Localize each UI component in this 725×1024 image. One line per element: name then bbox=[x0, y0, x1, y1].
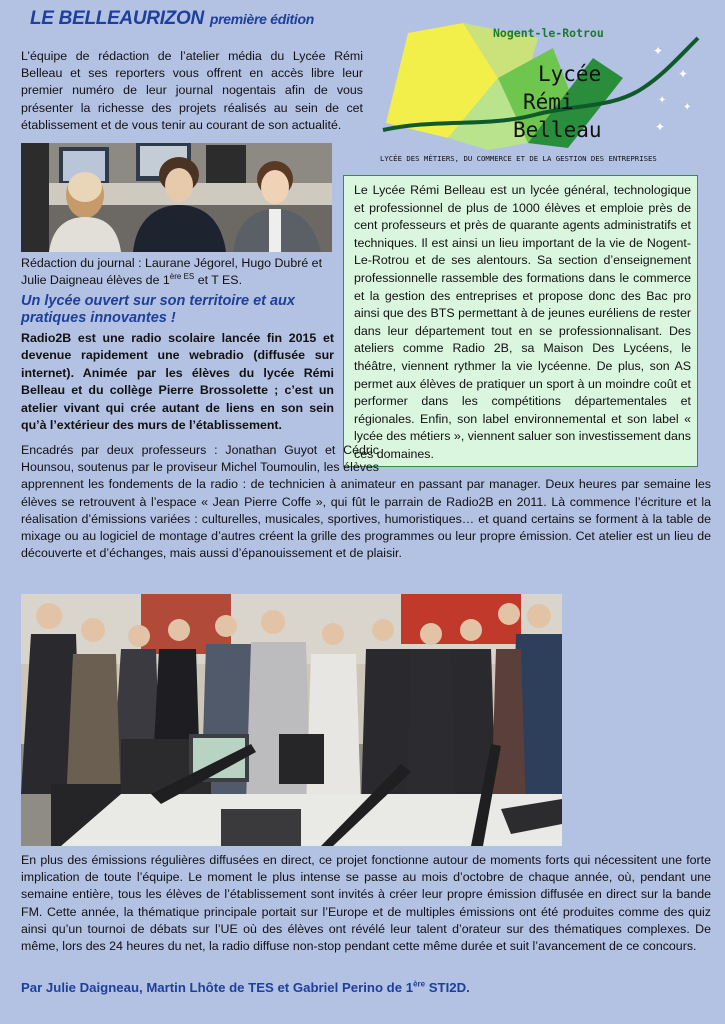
radio-paragraph-text: Encadrés par deux professeurs : Jonathan Guyot et Cédric Hounsou, soutenus par le proviseur Michel Toumoulin, les élèves apprennent les fondements de la radio : de technicien à animateur en passant par manager. Deux heures par semaine les élèves se retrouvent à l’espace « Jean Pierre Coffe », qui fût le parrain de Radio2B en 2011. Là commence l’écriture et la réalisation d’émissions variées : culturelles, musicales, sportives, humoristiques… et quand certains se forment à la table de mixage ou au logiciel de montage d’autres créent la grille des programmes ou leur propre émission. Cet atelier est un lieu de découverte et d’échanges, mais aussi d’épanouissement et de plaisir. bbox=[21, 443, 711, 561]
school-logo bbox=[378, 18, 708, 168]
caption-superscript: ère ES bbox=[169, 271, 195, 281]
section-heading: Un lycée ouvert sur son territoire et aux pratiques innovantes ! bbox=[21, 293, 295, 326]
radio-summary: Radio2B est une radio scolaire lancée fin 2015 et devenue rapidement une webradio (diffusée sur internet). Animée par les élèves du lycée Rémi Belleau et du collège Pierre Brossolette ; c’est un atelier vivant qui crée autant de liens en son sein qu’à l’extérieur des murs de l’établissement. bbox=[21, 331, 334, 433]
logo-tagline: LYCÉE DES MÉTIERS, DU COMMERCE ET DE LA GESTION DES ENTREPRISES bbox=[380, 154, 657, 163]
events-paragraph: En plus des émissions régulières diffusées en direct, ce projet fonctionne autour de moments forts qui nécessitent une forte implication de toute l’équipe. Le moment le plus intense se passe au mois d’octobre de chaque année, où, pendant une semaine entière, tous les élèves de l’établissement sont invités à créer leur propre émission diffusée en direct sur la bande FM. Cette année, la thématique principale portait sur l’Europe et de multiples émissions ont été produites comme des quiz ainsi qu’un tournoi de débats sur l’UE où des élèves ont révélé leur talent d’orateur sur des thématiques complexes. De même, lors des 24 heures du net, la radio diffuse non-stop pendant cette même durée et suit l’avancement de ce concours. bbox=[21, 853, 711, 954]
signature-part2: STI2D. bbox=[425, 980, 470, 995]
intro-paragraph: L’équipe de rédaction de l’atelier média du Lycée Rémi Belleau et ses reporters vous offrent en accès libre leur premier numéro de leur journal nogentais afin de vous présenter la richesse des projets réalisés au sein de cet établissement et de vous tenir au courant de son actualité. bbox=[21, 49, 363, 132]
logo-line3: Belleau bbox=[513, 118, 602, 142]
newspaper-title bbox=[30, 8, 314, 30]
radio-paragraph bbox=[21, 442, 711, 562]
signature-part1: Par Julie Daigneau, Martin Lhôte de TES et Gabriel Perino de 1 bbox=[21, 980, 414, 995]
group-photo-graphic bbox=[21, 594, 562, 846]
signature-superscript: ère bbox=[413, 979, 426, 989]
logo-stars bbox=[653, 44, 691, 134]
title-edition: première édition bbox=[209, 11, 315, 27]
svg-text:✦: ✦ bbox=[678, 67, 689, 81]
svg-text:✦: ✦ bbox=[683, 102, 692, 113]
photo-caption bbox=[21, 255, 341, 289]
caption-text-part1: Rédaction du journal : Laurane Jégorel, Hugo Dubré et Julie Daigneau élèves de 1 bbox=[21, 256, 323, 287]
title-text: LE BELLEAURIZON bbox=[30, 8, 204, 29]
school-info-box: Le Lycée Rémi Belleau est un lycée général, technologique et professionnel de plus de 1000 élèves et emploie près de cent professeurs et près de quarante agents administratifs et techniques. Il est ainsi un lieu important de la vie de Nogent-Le-Rotrou et de ses alentours. Sa section d’enseignement professionnelle rassemble des formations dans le commerce et la gestion des entreprises et propose donc des Bac pro ainsi que des BTS permettant à de jeunes euréliens de rester dans leur département tout en se professionnalisant. Des ateliers comme Radio 2B, sa Maison Des Lycéens, le théâtre, viennent rythmer la vie lycéenne. De plus, son AS permet aux élèves de pratiquer un sport à un moindre coût et performer dans les compétitions départementales et régionales. Enfin, son label environnemental et son label « lycée des métiers », viennent saluer son investissement dans ces domaines. bbox=[343, 175, 698, 467]
newsroom-photo-graphic bbox=[21, 143, 332, 252]
logo-line2: Rémi bbox=[523, 90, 574, 114]
text-wrap-spacer bbox=[379, 442, 711, 476]
logo-town: Nogent-le-Rotrou bbox=[493, 26, 604, 40]
svg-text:✦: ✦ bbox=[653, 44, 664, 58]
svg-text:✦: ✦ bbox=[658, 95, 667, 106]
logo-line1: Lycée bbox=[538, 62, 602, 86]
group-photo bbox=[21, 594, 562, 846]
newsroom-photo bbox=[21, 143, 332, 252]
svg-text:✦: ✦ bbox=[655, 120, 666, 134]
caption-text-part2: et T ES. bbox=[194, 273, 243, 287]
article-signature bbox=[21, 980, 711, 995]
